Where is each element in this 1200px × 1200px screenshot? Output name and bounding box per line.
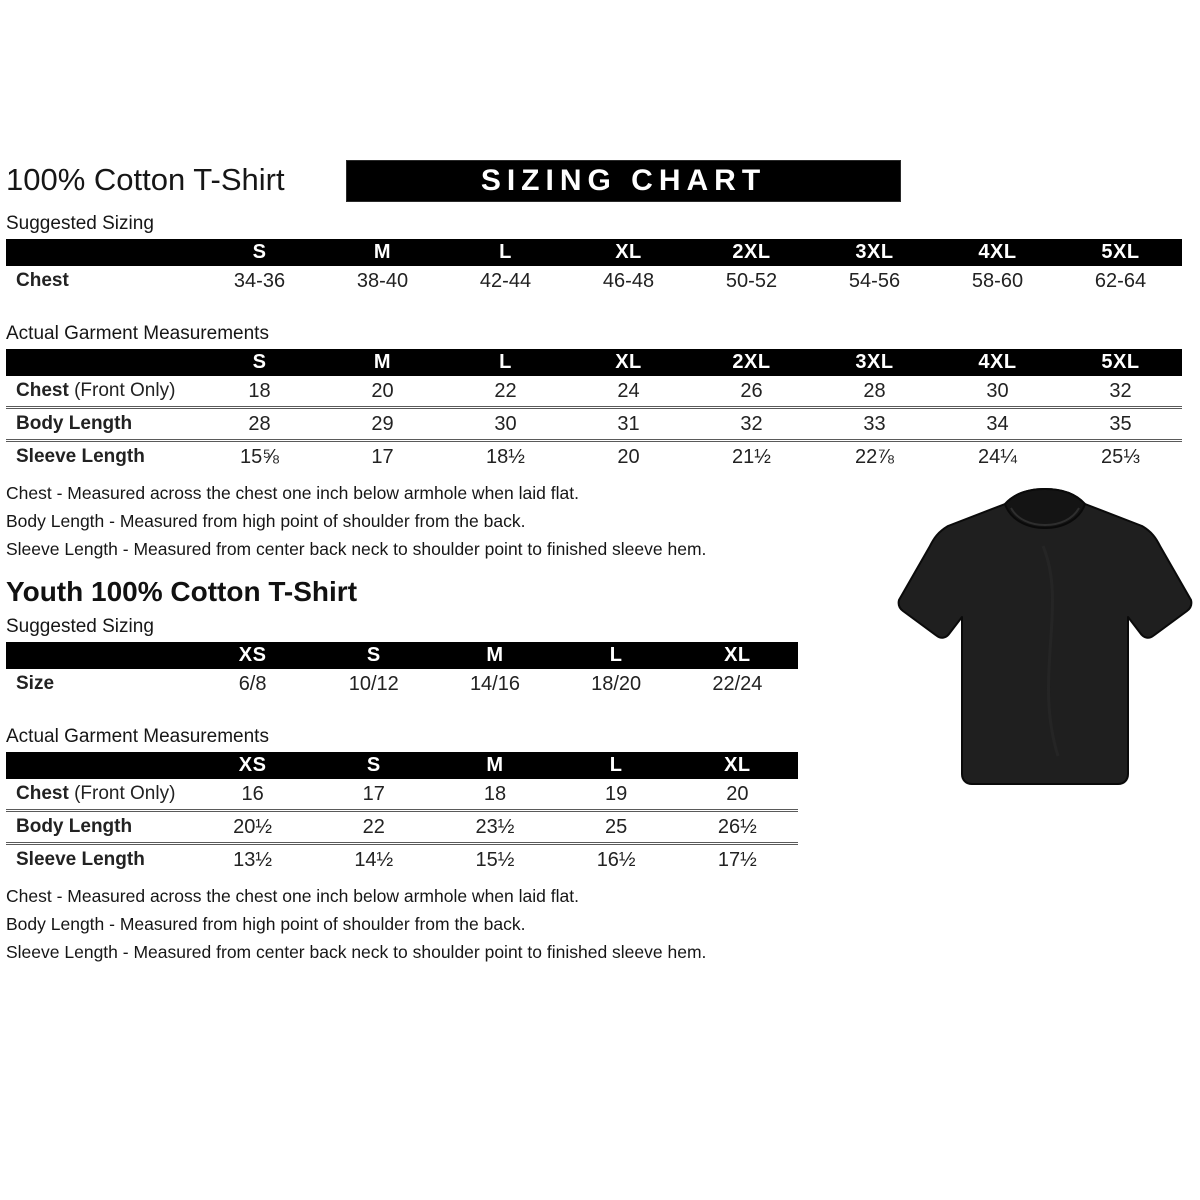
size-column-header: L [444,349,567,376]
sizing-chart-banner [346,160,901,202]
header-row [6,160,1182,206]
measurement-cell: 30 [986,379,1009,402]
black-tshirt-icon [893,476,1197,808]
size-column-header: S [313,642,434,669]
size-column-header: M [434,642,555,669]
size-column-header: XL [567,349,690,376]
adult-actual-measurements-label: Actual Garment Measurements [6,323,269,344]
row-label-header-cell [6,642,192,669]
measurement-row [6,811,798,844]
measurement-row [6,376,1182,408]
tshirt-body-shape [899,489,1192,784]
size-column-header: 4XL [936,239,1059,266]
size-column-header: 2XL [690,239,813,266]
youth-measurement-notes [6,887,1182,962]
row-label: Chest (Front Only) [16,380,176,401]
measurement-cell: 42-44 [479,269,532,292]
measurement-cell: 62-64 [1094,269,1147,292]
measurement-cell: 17 [362,782,385,805]
size-column-header: XL [677,752,798,779]
size-column-header: 3XL [813,239,936,266]
measurement-cell: 28 [863,379,886,402]
size-column-header: L [444,239,567,266]
size-column-header: XS [192,642,313,669]
measurement-cell: 6/8 [238,672,267,695]
size-header-row [6,349,1182,376]
measurement-row [6,669,798,699]
measurement-cell: 21½ [690,441,813,473]
measurement-cell: 25 [556,811,677,844]
row-label: Sleeve Length [6,844,192,876]
row-label: Chest [16,270,69,291]
measurement-cell: 50-52 [725,269,778,292]
sizing-chart-banner-text: SIZING CHART [480,164,767,197]
page-title: 100% Cotton T-Shirt [6,162,285,197]
row-label-header-cell [6,239,198,266]
measurement-cell: 15⅝ [198,441,321,473]
measurement-cell: 32 [690,408,813,441]
measurement-cell: 30 [444,408,567,441]
size-column-header: M [321,349,444,376]
measurement-cell: 26½ [677,811,798,844]
youth-actual-measurements-label: Actual Garment Measurements [6,726,269,747]
size-column-header: M [321,239,444,266]
measurement-cell: 54-56 [848,269,901,292]
size-column-header: 2XL [690,349,813,376]
measurement-cell: 28 [198,408,321,441]
row-label: Sleeve Length [6,441,198,473]
size-header-row [6,752,798,779]
measurement-cell: 34-36 [233,269,286,292]
measurement-row [6,441,1182,473]
measurement-cell: 23½ [434,811,555,844]
row-label-header-cell [6,349,198,376]
size-column-header: M [434,752,555,779]
measurement-row [6,779,798,811]
measurement-cell: 14½ [313,844,434,876]
measurement-cell: 24 [617,379,640,402]
size-header-row [6,239,1182,266]
size-column-header: XL [677,642,798,669]
measurement-cell: 22⅞ [813,441,936,473]
body-length-note: Body Length - Measured from high point of shoulder from the back. [6,914,526,934]
size-header-row [6,642,798,669]
measurement-cell: 20 [567,441,690,473]
measurement-cell: 14/16 [469,672,520,695]
measurement-cell: 24¼ [936,441,1059,473]
measurement-cell: 35 [1059,408,1182,441]
size-column-header: XS [192,752,313,779]
measurement-cell: 33 [813,408,936,441]
row-label: Body Length [6,811,192,844]
measurement-cell: 18 [248,379,271,402]
measurement-row [6,408,1182,441]
sleeve-length-note: Sleeve Length - Measured from center back neck to shoulder point to finished sleeve hem. [6,539,707,559]
chest-note: Chest - Measured across the chest one inch below armhole when laid flat. [6,483,579,503]
size-column-header: S [198,239,321,266]
adult-actual-measurements-table [6,349,1182,472]
row-label-header-cell [6,752,192,779]
measurement-cell: 34 [936,408,1059,441]
measurement-cell: 19 [605,782,628,805]
measurement-cell: 29 [321,408,444,441]
measurement-cell: 16 [241,782,264,805]
size-column-header: 3XL [813,349,936,376]
measurement-cell: 15½ [434,844,555,876]
measurement-cell: 18/20 [591,672,642,695]
measurement-cell: 13½ [192,844,313,876]
measurement-cell: 22 [494,379,517,402]
adult-suggested-sizing-label: Suggested Sizing [6,213,154,234]
measurement-cell: 22/24 [712,672,763,695]
measurement-cell: 20½ [192,811,313,844]
measurement-cell: 16½ [556,844,677,876]
measurement-cell: 10/12 [348,672,399,695]
measurement-cell: 25⅓ [1059,441,1182,473]
measurement-row [6,266,1182,296]
youth-actual-measurements-table [6,752,798,875]
measurement-cell: 20 [726,782,749,805]
row-label: Chest (Front Only) [16,783,176,804]
measurement-row [6,844,798,876]
row-label: Size [16,673,55,694]
chest-note: Chest - Measured across the chest one inch below armhole when laid flat. [6,886,579,906]
measurement-cell: 32 [1109,379,1132,402]
measurement-cell: 17½ [677,844,798,876]
sleeve-length-note: Sleeve Length - Measured from center back neck to shoulder point to finished sleeve hem. [6,942,707,962]
youth-suggested-sizing-table [6,642,798,699]
size-column-header: 5XL [1059,349,1182,376]
size-column-header: XL [567,239,690,266]
size-column-header: S [313,752,434,779]
body-length-note: Body Length - Measured from high point of shoulder from the back. [6,511,526,531]
size-column-header: 5XL [1059,239,1182,266]
size-column-header: S [198,349,321,376]
measurement-cell: 20 [371,379,394,402]
measurement-cell: 31 [567,408,690,441]
size-column-header: L [556,642,677,669]
measurement-cell: 38-40 [356,269,409,292]
measurement-cell: 18½ [444,441,567,473]
measurement-cell: 18 [483,782,507,805]
measurement-cell: 17 [321,441,444,473]
adult-suggested-sizing-table [6,239,1182,296]
measurement-cell: 46-48 [602,269,655,292]
row-label: Body Length [6,408,198,441]
measurement-cell: 22 [313,811,434,844]
measurement-cell: 26 [740,379,763,402]
youth-section-title: Youth 100% Cotton T-Shirt [6,576,358,607]
measurement-cell: 58-60 [971,269,1024,292]
size-column-header: L [556,752,677,779]
youth-suggested-sizing-label: Suggested Sizing [6,616,154,637]
tshirt-product-image [893,476,1197,808]
size-column-header: 4XL [936,349,1059,376]
